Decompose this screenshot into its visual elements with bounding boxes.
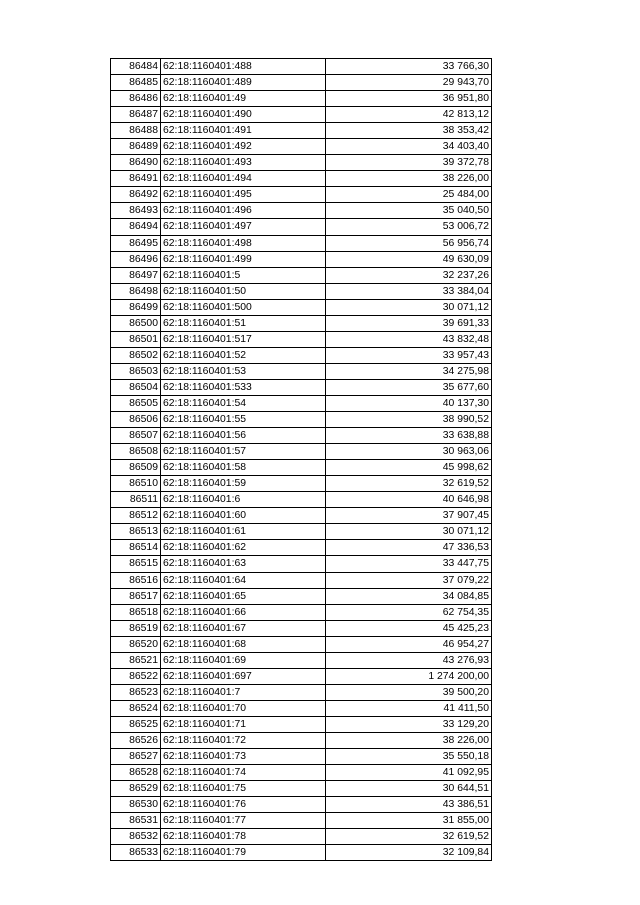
row-number-cell: 86519	[111, 620, 161, 636]
table-row	[111, 219, 492, 235]
cadastral-number-cell: 62:18:1160401:55	[161, 412, 326, 428]
table-row	[111, 652, 492, 668]
value-cell: 45 425,23	[326, 620, 492, 636]
table-row	[111, 829, 492, 845]
cadastral-number-cell: 62:18:1160401:497	[161, 219, 326, 235]
value-cell: 40 137,30	[326, 395, 492, 411]
table-row	[111, 845, 492, 861]
row-number-cell: 86523	[111, 684, 161, 700]
row-number-cell: 86499	[111, 299, 161, 315]
table-row	[111, 75, 492, 91]
row-number-cell: 86512	[111, 508, 161, 524]
cadastral-number-cell: 62:18:1160401:5	[161, 267, 326, 283]
value-cell: 30 071,12	[326, 524, 492, 540]
value-cell: 37 907,45	[326, 508, 492, 524]
cadastral-number-cell: 62:18:1160401:72	[161, 732, 326, 748]
value-cell: 41 411,50	[326, 700, 492, 716]
table-row	[111, 379, 492, 395]
table-row	[111, 781, 492, 797]
cadastral-number-cell: 62:18:1160401:69	[161, 652, 326, 668]
cadastral-number-cell: 62:18:1160401:697	[161, 668, 326, 684]
cadastral-number-cell: 62:18:1160401:67	[161, 620, 326, 636]
table-row	[111, 107, 492, 123]
value-cell: 32 619,52	[326, 829, 492, 845]
cadastral-number-cell: 62:18:1160401:491	[161, 123, 326, 139]
value-cell: 35 550,18	[326, 749, 492, 765]
value-cell: 25 484,00	[326, 187, 492, 203]
table-row	[111, 572, 492, 588]
cadastral-number-cell: 62:18:1160401:489	[161, 75, 326, 91]
table-row	[111, 620, 492, 636]
table-row	[111, 235, 492, 251]
cadastral-number-cell: 62:18:1160401:62	[161, 540, 326, 556]
cadastral-number-cell: 62:18:1160401:494	[161, 171, 326, 187]
row-number-cell: 86517	[111, 588, 161, 604]
cadastral-number-cell: 62:18:1160401:492	[161, 139, 326, 155]
value-cell: 47 336,53	[326, 540, 492, 556]
row-number-cell: 86513	[111, 524, 161, 540]
table-row	[111, 797, 492, 813]
table-row	[111, 91, 492, 107]
cadastral-number-cell: 62:18:1160401:64	[161, 572, 326, 588]
table-row	[111, 604, 492, 620]
table-row	[111, 187, 492, 203]
value-cell: 36 951,80	[326, 91, 492, 107]
table-row	[111, 636, 492, 652]
table-row	[111, 700, 492, 716]
value-cell: 40 646,98	[326, 492, 492, 508]
value-cell: 34 275,98	[326, 363, 492, 379]
table-row	[111, 668, 492, 684]
row-number-cell: 86503	[111, 363, 161, 379]
row-number-cell: 86505	[111, 395, 161, 411]
value-cell: 33 638,88	[326, 428, 492, 444]
cadastral-number-cell: 62:18:1160401:493	[161, 155, 326, 171]
table-row	[111, 347, 492, 363]
cadastral-number-cell: 62:18:1160401:78	[161, 829, 326, 845]
row-number-cell: 86511	[111, 492, 161, 508]
cadastral-number-cell: 62:18:1160401:79	[161, 845, 326, 861]
value-cell: 42 813,12	[326, 107, 492, 123]
value-cell: 32 619,52	[326, 476, 492, 492]
cadastral-number-cell: 62:18:1160401:77	[161, 813, 326, 829]
value-cell: 35 040,50	[326, 203, 492, 219]
row-number-cell: 86509	[111, 460, 161, 476]
row-number-cell: 86485	[111, 75, 161, 91]
row-number-cell: 86515	[111, 556, 161, 572]
row-number-cell: 86495	[111, 235, 161, 251]
value-cell: 33 447,75	[326, 556, 492, 572]
row-number-cell: 86484	[111, 59, 161, 75]
value-cell: 30 963,06	[326, 444, 492, 460]
cadastral-number-cell: 62:18:1160401:495	[161, 187, 326, 203]
value-cell: 38 990,52	[326, 412, 492, 428]
value-cell: 35 677,60	[326, 379, 492, 395]
value-cell: 41 092,95	[326, 765, 492, 781]
row-number-cell: 86504	[111, 379, 161, 395]
cadastral-number-cell: 62:18:1160401:52	[161, 347, 326, 363]
cadastral-number-cell: 62:18:1160401:65	[161, 588, 326, 604]
value-cell: 53 006,72	[326, 219, 492, 235]
cadastral-number-cell: 62:18:1160401:7	[161, 684, 326, 700]
value-cell: 30 644,51	[326, 781, 492, 797]
table-row	[111, 139, 492, 155]
table-row	[111, 813, 492, 829]
row-number-cell: 86510	[111, 476, 161, 492]
row-number-cell: 86531	[111, 813, 161, 829]
value-cell: 46 954,27	[326, 636, 492, 652]
table-row	[111, 556, 492, 572]
cadastral-number-cell: 62:18:1160401:517	[161, 331, 326, 347]
row-number-cell: 86521	[111, 652, 161, 668]
row-number-cell: 86488	[111, 123, 161, 139]
value-cell: 1 274 200,00	[326, 668, 492, 684]
value-cell: 34 403,40	[326, 139, 492, 155]
value-cell: 37 079,22	[326, 572, 492, 588]
value-cell: 32 237,26	[326, 267, 492, 283]
value-cell: 43 386,51	[326, 797, 492, 813]
cadastral-number-cell: 62:18:1160401:75	[161, 781, 326, 797]
cadastral-number-cell: 62:18:1160401:63	[161, 556, 326, 572]
row-number-cell: 86527	[111, 749, 161, 765]
table-row	[111, 716, 492, 732]
table-row	[111, 155, 492, 171]
cadastral-number-cell: 62:18:1160401:66	[161, 604, 326, 620]
cadastral-number-cell: 62:18:1160401:74	[161, 765, 326, 781]
table-row	[111, 476, 492, 492]
cadastral-number-cell: 62:18:1160401:57	[161, 444, 326, 460]
value-cell: 43 276,93	[326, 652, 492, 668]
value-cell: 62 754,35	[326, 604, 492, 620]
cadastral-number-cell: 62:18:1160401:496	[161, 203, 326, 219]
row-number-cell: 86493	[111, 203, 161, 219]
table-row	[111, 460, 492, 476]
row-number-cell: 86497	[111, 267, 161, 283]
table-row	[111, 444, 492, 460]
value-cell: 30 071,12	[326, 299, 492, 315]
row-number-cell: 86520	[111, 636, 161, 652]
value-cell: 33 766,30	[326, 59, 492, 75]
value-cell: 39 500,20	[326, 684, 492, 700]
table-row	[111, 123, 492, 139]
table-row	[111, 540, 492, 556]
cadastral-number-cell: 62:18:1160401:533	[161, 379, 326, 395]
cadastral-number-cell: 62:18:1160401:498	[161, 235, 326, 251]
row-number-cell: 86494	[111, 219, 161, 235]
row-number-cell: 86533	[111, 845, 161, 861]
table-row	[111, 684, 492, 700]
table-row	[111, 171, 492, 187]
value-cell: 45 998,62	[326, 460, 492, 476]
table-row	[111, 492, 492, 508]
cadastral-number-cell: 62:18:1160401:499	[161, 251, 326, 267]
cadastral-number-cell: 62:18:1160401:76	[161, 797, 326, 813]
cadastral-value-table	[110, 58, 492, 861]
value-cell: 31 855,00	[326, 813, 492, 829]
row-number-cell: 86529	[111, 781, 161, 797]
cadastral-number-cell: 62:18:1160401:59	[161, 476, 326, 492]
table-row	[111, 283, 492, 299]
table-row	[111, 299, 492, 315]
table-row	[111, 331, 492, 347]
cadastral-number-cell: 62:18:1160401:58	[161, 460, 326, 476]
cadastral-number-cell: 62:18:1160401:56	[161, 428, 326, 444]
row-number-cell: 86491	[111, 171, 161, 187]
row-number-cell: 86530	[111, 797, 161, 813]
row-number-cell: 86522	[111, 668, 161, 684]
table-row	[111, 428, 492, 444]
row-number-cell: 86498	[111, 283, 161, 299]
row-number-cell: 86518	[111, 604, 161, 620]
value-cell: 29 943,70	[326, 75, 492, 91]
row-number-cell: 86532	[111, 829, 161, 845]
cadastral-number-cell: 62:18:1160401:500	[161, 299, 326, 315]
value-cell: 38 226,00	[326, 171, 492, 187]
table-row	[111, 749, 492, 765]
table-row	[111, 765, 492, 781]
row-number-cell: 86490	[111, 155, 161, 171]
value-cell: 39 691,33	[326, 315, 492, 331]
cadastral-number-cell: 62:18:1160401:70	[161, 700, 326, 716]
value-cell: 33 957,43	[326, 347, 492, 363]
row-number-cell: 86525	[111, 716, 161, 732]
table-row	[111, 363, 492, 379]
cadastral-number-cell: 62:18:1160401:50	[161, 283, 326, 299]
cadastral-number-cell: 62:18:1160401:51	[161, 315, 326, 331]
table-row	[111, 251, 492, 267]
table-row	[111, 732, 492, 748]
row-number-cell: 86516	[111, 572, 161, 588]
cadastral-number-cell: 62:18:1160401:6	[161, 492, 326, 508]
row-number-cell: 86486	[111, 91, 161, 107]
row-number-cell: 86496	[111, 251, 161, 267]
row-number-cell: 86526	[111, 732, 161, 748]
value-cell: 38 226,00	[326, 732, 492, 748]
row-number-cell: 86506	[111, 412, 161, 428]
cadastral-number-cell: 62:18:1160401:49	[161, 91, 326, 107]
table-row	[111, 59, 492, 75]
cadastral-number-cell: 62:18:1160401:53	[161, 363, 326, 379]
table-body	[111, 59, 492, 861]
value-cell: 33 384,04	[326, 283, 492, 299]
cadastral-number-cell: 62:18:1160401:73	[161, 749, 326, 765]
cadastral-number-cell: 62:18:1160401:61	[161, 524, 326, 540]
row-number-cell: 86489	[111, 139, 161, 155]
table-row	[111, 508, 492, 524]
table-row	[111, 524, 492, 540]
cadastral-number-cell: 62:18:1160401:490	[161, 107, 326, 123]
row-number-cell: 86501	[111, 331, 161, 347]
value-cell: 33 129,20	[326, 716, 492, 732]
row-number-cell: 86528	[111, 765, 161, 781]
row-number-cell: 86500	[111, 315, 161, 331]
table-row	[111, 267, 492, 283]
value-cell: 49 630,09	[326, 251, 492, 267]
cadastral-number-cell: 62:18:1160401:54	[161, 395, 326, 411]
cadastral-number-cell: 62:18:1160401:71	[161, 716, 326, 732]
cadastral-number-cell: 62:18:1160401:60	[161, 508, 326, 524]
cadastral-number-cell: 62:18:1160401:68	[161, 636, 326, 652]
row-number-cell: 86487	[111, 107, 161, 123]
value-cell: 34 084,85	[326, 588, 492, 604]
row-number-cell: 86502	[111, 347, 161, 363]
row-number-cell: 86507	[111, 428, 161, 444]
row-number-cell: 86508	[111, 444, 161, 460]
value-cell: 39 372,78	[326, 155, 492, 171]
table-row	[111, 395, 492, 411]
row-number-cell: 86524	[111, 700, 161, 716]
value-cell: 32 109,84	[326, 845, 492, 861]
value-cell: 43 832,48	[326, 331, 492, 347]
row-number-cell: 86492	[111, 187, 161, 203]
table-row	[111, 412, 492, 428]
table-row	[111, 315, 492, 331]
value-cell: 56 956,74	[326, 235, 492, 251]
value-cell: 38 353,42	[326, 123, 492, 139]
table-row	[111, 588, 492, 604]
row-number-cell: 86514	[111, 540, 161, 556]
cadastral-number-cell: 62:18:1160401:488	[161, 59, 326, 75]
table-row	[111, 203, 492, 219]
